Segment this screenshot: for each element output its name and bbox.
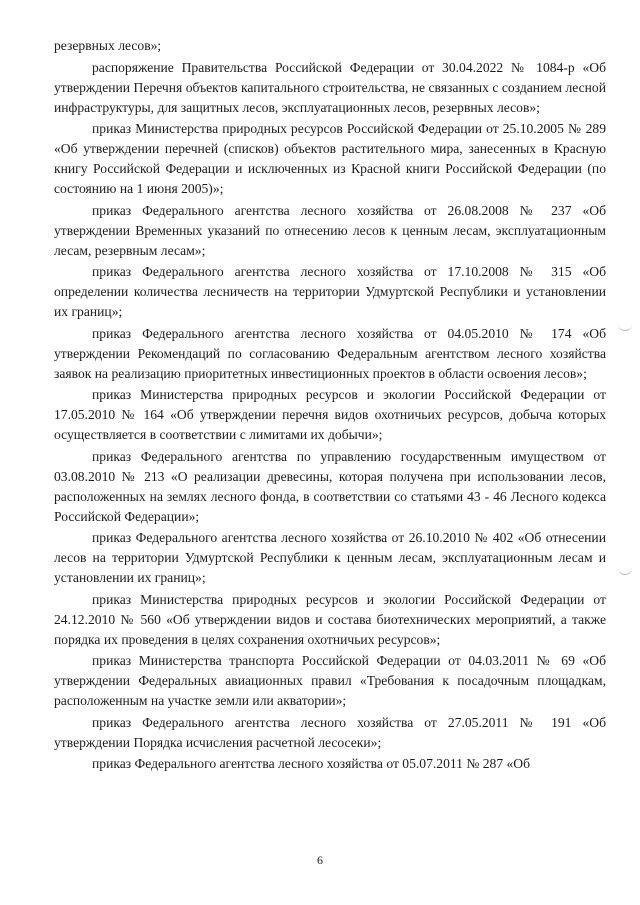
paragraph-0: резервных лесов»; xyxy=(54,38,162,53)
paragraph-4: приказ Федерального агентства лесного хозяйства от 17.10.2008 № 315 «Об определении количества лесничеств на территории Удмуртской Республики и установлении их границ»; xyxy=(54,264,606,319)
page-number: 6 xyxy=(317,853,323,867)
paragraph-9: приказ Министерства природных ресурсов и экологии Российской Федерации от 24.12.2010 № 560 «Об утверждении видов и состава биотехнических мероприятий, а также порядка их проведения в целях сохранения охотничьих ресурсов»; xyxy=(54,591,606,647)
paragraph-11: приказ Федерального агентства лесного хозяйства от 27.05.2011 № 191 «Об утверждении Порядка исчисления расчетной лесосеки»; xyxy=(54,714,606,750)
paragraph-7: приказ Федерального агентства по управлению государственным имуществом от 03.08.2010 № 213 «О реализации древесины, которая получена при использовании лесов, расположенных на землях лесного фонда, в соответствии со статьями 43 - 46 Лесного кодекса Российской Федерации»; xyxy=(54,448,606,524)
paragraph-10: приказ Министерства транспорта Российской Федерации от 04.03.2011 № 69 «Об утверждении Федеральных авиационных правил «Требования к посадочным площадкам, расположенным на участке земли или акватории»; xyxy=(54,653,606,708)
paragraph-12: приказ Федерального агентства лесного хозяйства от 05.07.2011 № 287 «Об xyxy=(92,756,531,771)
paragraph-1: распоряжение Правительства Российской Федерации от 30.04.2022 № 1084-р «Об утверждении Перечня объектов капитального строительства, не связанных с созданием лесной инфраструктуры, для защитных лесов, эксплуатационных лесов, резервных лесов»; xyxy=(54,59,606,115)
paragraph-3: приказ Федерального агентства лесного хозяйства от 26.08.2008 № 237 «Об утверждении Временных указаний по отнесению лесов к ценным лесам, эксплуатационным лесам, резервным лесам»; xyxy=(54,202,606,258)
paragraph-2: приказ Министерства природных ресурсов Российской Федерации от 25.10.2005 № 289 «Об утверждении перечней (списков) объектов растительного мира, занесенных в Красную книгу Российской Федерации и исключенных из Красной книги Российской Федерации (по состоянию на 1 июня 2005)»; xyxy=(54,121,606,196)
paragraph-5: приказ Федерального агентства лесного хозяйства от 04.05.2010 № 174 «Об утверждении Рекомендаций по согласованию Федеральным агентством лесного хозяйства заявок на реализацию приоритетных инвестиционных проектов в области освоения лесов»; xyxy=(54,325,606,381)
paragraph-6: приказ Министерства природных ресурсов и экологии Российской Федерации от 17.05.2010 № 164 «Об утверждении перечня видов охотничьих ресурсов, добыча которых осуществляется в соответствии с лимитами их добычи»; xyxy=(54,387,606,442)
paragraph-8: приказ Федерального агентства лесного хозяйства от 26.10.2010 № 402 «Об отнесении лесов на территории Удмуртской Республики к ценным лесам, эксплуатационным лесам и установлении их границ»; xyxy=(54,530,606,585)
